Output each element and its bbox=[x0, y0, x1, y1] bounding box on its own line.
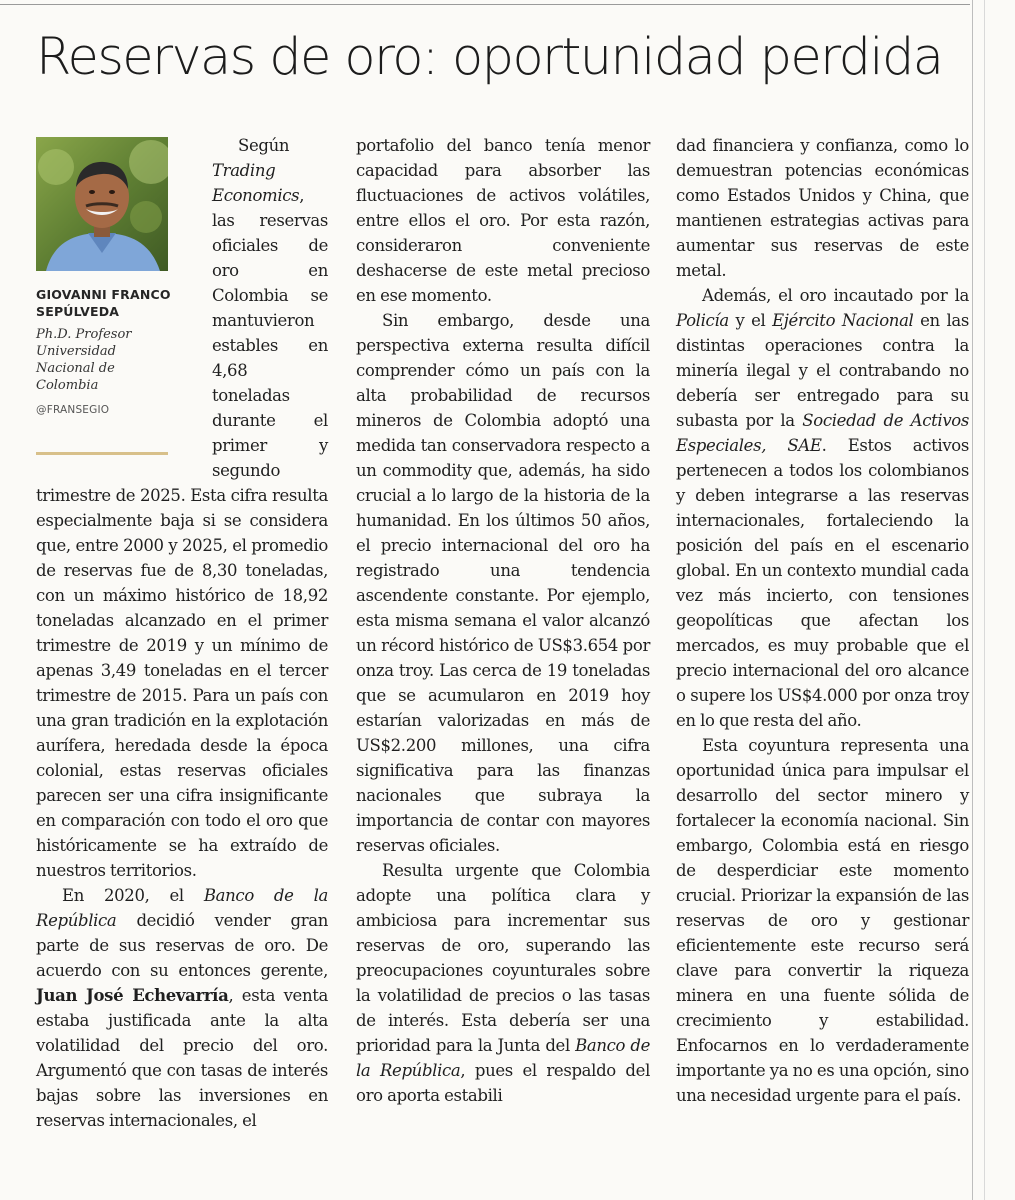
paragraph: portafolio del banco tenía menor capacidad para absorber las fluctuaciones de activos volátiles, entre ellos el oro. Por esta razón, consideraron conveniente deshacerse de este metal precioso en ese momento. bbox=[356, 136, 650, 305]
bank-name: Banco de la República bbox=[356, 1036, 650, 1080]
article-column-2 bbox=[356, 133, 650, 1108]
article-column-3 bbox=[676, 133, 969, 1108]
article-column-1 bbox=[36, 133, 328, 1133]
author-wrap-space bbox=[36, 133, 212, 477]
top-rule bbox=[0, 4, 970, 5]
author-name: GIOVANNI FRANCO SEPÚLVEDA bbox=[36, 287, 171, 319]
text: , esta venta estaba justificada ante la alta volatilidad del precio del oro. Argumentó que con tasas de interés bajas sobre las inversiones en reservas internacionales, el bbox=[36, 986, 328, 1130]
person-name: Juan José Echevarría bbox=[36, 986, 229, 1005]
bank-name: Banco de la República bbox=[36, 886, 328, 930]
author-title: Ph.D. Profesor Universidad Nacional de Colombia bbox=[36, 327, 132, 393]
text: En 2020, el bbox=[62, 886, 204, 905]
text: , las reservas oficiales de oro en Colombia se mantuvieron estables en 4,68 toneladas durante el primer y segundo trimestre de 2025. Esta cifra resulta especialmente baja si se considera que, entre 2000 y 2025, el promedio de reservas fue de 8,30 toneladas, con un máximo histórico de 18,92 toneladas alcanzado en el primer trimestre de 2019 y un mínimo de apenas 3,49 toneladas en el tercer trimestre de 2015. Para un país con una gran tradición en la explotación aurífera, heredada desde la época colonial, estas reservas oficiales parecen ser una cifra insignificante en comparación con todo el oro que históricamente se ha extraído de nuestros territorios. bbox=[36, 186, 328, 880]
institution-name: Ejército Nacional bbox=[772, 311, 914, 330]
text: Según bbox=[238, 136, 290, 155]
paragraph bbox=[356, 858, 650, 1108]
text: decidió vender gran parte de sus reservas de oro. De acuerdo con su entonces gerente, bbox=[36, 911, 328, 980]
paragraph: Sin embargo, desde una perspectiva externa resulta difícil comprender cómo un país con la alta probabilidad de recursos mineros de Colombia adoptó una medida tan conservadora respecto a un commodity que, además, ha sido crucial a lo largo de la historia de la humanidad. En los últimos 50 años, el precio internacional del oro ha registrado una tendencia ascendente constante. Por ejemplo, esta misma semana el valor alcanzó un récord histórico de US$3.654 por onza troy. Las cerca de 19 toneladas que se acumularon en 2019 hoy estarían valorizadas en más de US$2.200 millones, una cifra significativa para las finanzas nacionales que subraya la importancia de contar con mayores reservas oficiales. bbox=[356, 311, 650, 855]
paragraph bbox=[676, 283, 969, 733]
text: Además, el oro incautado por la bbox=[702, 286, 969, 305]
text: , pues el respaldo del oro aporta estabili bbox=[356, 1061, 650, 1105]
author-handle: @FRANSEGIO bbox=[36, 404, 110, 416]
source-name: Trading Economics bbox=[212, 161, 300, 205]
headline: Reservas de oro: oportunidad perdida bbox=[36, 28, 943, 87]
side-rule-outer bbox=[984, 0, 985, 1200]
text: y el bbox=[728, 311, 773, 330]
institution-name: Policía bbox=[676, 311, 729, 330]
text: . Estos activos pertenecen a todos los colombianos y deben integrarse a las reservas internacionales, fortaleciendo la posición del país en el escenario global. En un contexto mundial cada vez más incierto, con tensiones geopolíticas que afectan los mercados, es muy probable que el precio internacional del oro alcance o supere los US$4.000 por onza troy en lo que resta del año. bbox=[676, 436, 969, 730]
paragraph bbox=[36, 883, 328, 1133]
paragraph: Esta coyuntura representa una oportunidad única para impulsar el desarrollo del sector minero y fortalecer la economía nacional. Sin embargo, Colombia está en riesgo de desperdiciar este momento crucial. Priorizar la expansión de las reservas de oro y gestionar eficientemente este recurso será clave para convertir la riqueza minera en una fuente sólida de crecimiento y estabilidad. Enfocarnos en lo verdaderamente importante ya no es una opción, sino una necesidad urgente para el país. bbox=[676, 736, 969, 1105]
text: Resulta urgente que Colombia adopte una política clara y ambiciosa para incrementar sus reservas de oro, superando las preocupaciones coyunturales sobre la volatilidad de precios o las tasas de interés. Esta debería ser una prioridad para la Junta del bbox=[356, 861, 650, 1055]
side-rule bbox=[972, 0, 973, 1200]
text: en las distintas operaciones contra la minería ilegal y el contrabando no debería ser entregado para su subasta por la bbox=[676, 311, 969, 430]
paragraph: dad financiera y confianza, como lo demuestran potencias económicas como Estados Unidos y China, que mantienen estrategias activas para aumentar sus reservas de este metal. bbox=[676, 136, 969, 280]
institution-name: Sociedad de Activos Especiales, SAE bbox=[676, 411, 969, 455]
